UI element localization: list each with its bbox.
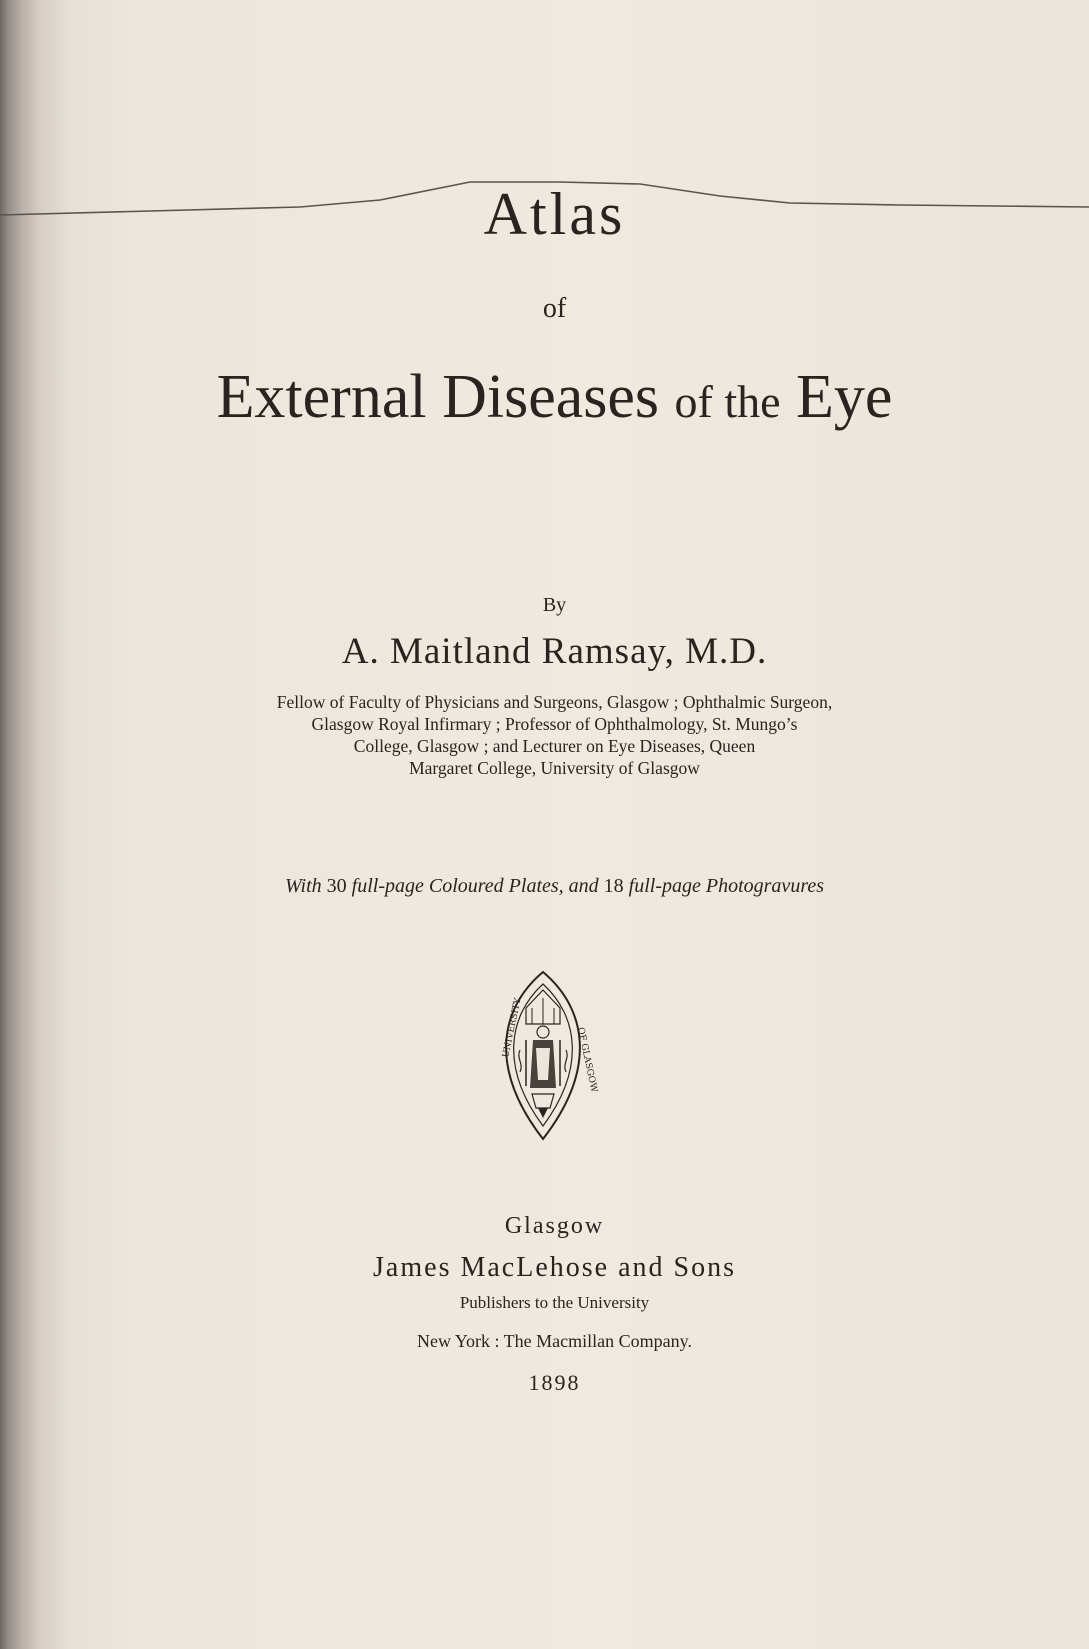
plates-photo-count: 18	[603, 875, 624, 897]
credentials-line: Glasgow Royal Infirmary ; Professor of Ophthalmology, St. Mungo’s	[311, 714, 798, 734]
author-credentials	[200, 691, 909, 779]
author-name: A. Maitland Ramsay, M.D.	[341, 631, 768, 672]
subtitle-part-1: External Diseases	[216, 363, 660, 431]
title-subtitle	[0, 362, 1089, 433]
credentials-line: College, Glasgow ; and Lecturer on Eye Diseases, Queen	[353, 736, 756, 756]
imprint-publisher: James MacLehose and Sons	[373, 1252, 736, 1283]
plates-coloured-text: full-page Coloured Plates, and	[351, 875, 599, 897]
imprint-publisher-note: Publishers to the University	[459, 1293, 650, 1312]
svg-text:OF GLASGOW: OF GLASGOW	[575, 1026, 599, 1094]
imprint-newyork: New York : The Macmillan Company.	[417, 1331, 692, 1351]
plates-note	[0, 875, 1089, 898]
plates-with: With	[284, 875, 322, 897]
university-seal-icon	[486, 968, 600, 1143]
credentials-line: Margaret College, University of Glasgow	[409, 758, 700, 778]
svg-text:UNIVERSITY: UNIVERSITY	[501, 997, 524, 1059]
credentials-line: Fellow of Faculty of Physicians and Surgeons, Glasgow ; Ophthalmic Surgeon,	[276, 692, 833, 712]
title-of: of	[542, 293, 567, 324]
imprint-city: Glasgow	[504, 1213, 605, 1239]
plates-coloured-count: 30	[326, 875, 347, 897]
by-label: By	[542, 594, 567, 616]
imprint-year: 1898	[528, 1370, 581, 1395]
subtitle-part-3: Eye	[796, 363, 893, 431]
subtitle-part-2: of the	[674, 376, 781, 427]
plates-photo-text: full-page Photogravures	[628, 875, 825, 897]
title-atlas: Atlas	[483, 181, 626, 247]
